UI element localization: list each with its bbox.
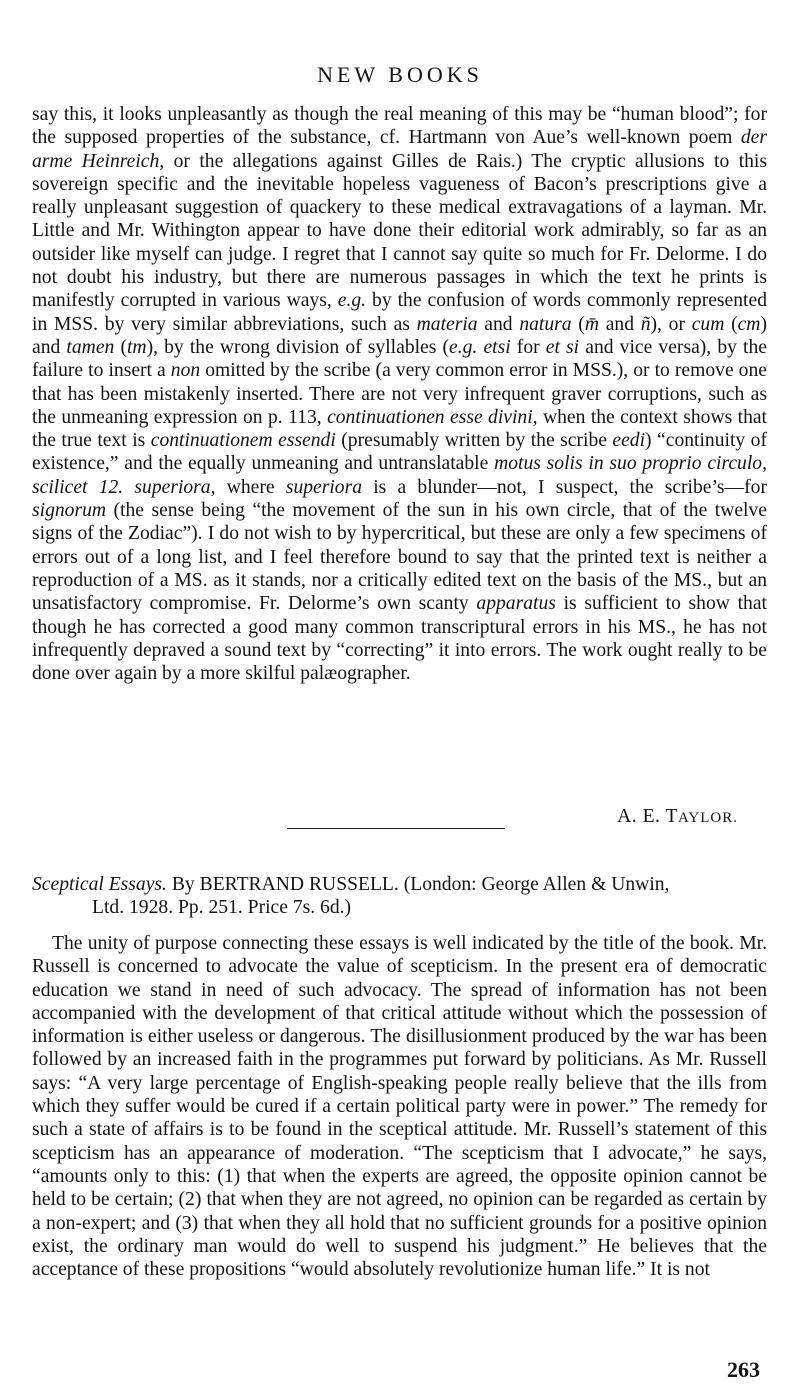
review-continuation-paragraph: say this, it looks unpleasantly as though the real meaning of this may be “human blood”; for the supposed properties of the substance, cf. Hartmann von Aue’s well-known poem der arme Heinreich, or the allegations against Gilles de Rais.) The cryptic allusions to this sovereign specific and the inevitable hopeless vagueness of Bacon’s prescriptions give a really unpleasant suggestion of quackery to these medical extravagations of a layman. Mr. Little and Mr. Withington appear to have done their editorial work admirably, so far as an outsider like myself can judge. I regret that I cannot say quite so much for Fr. Delorme. I do not doubt his industry, but there are numerous passages in which the text he prints is manifestly corrupted in various ways, e.g. by the confusion of words commonly represented in MSS. by very similar abbreviations, such as materia and natura (m̄ and ñ), or cum (cm) and tamen (tm), by the wrong division of syllables (e.g. etsi for et si and vice versa), by the failure to insert a non omitted by the scribe (a very common error in MSS.), or to remove one that has been mistakenly inserted. There are not very infrequent graver corruptions, such as the unmeaning expression on p. 113, continuationen esse divini, when the context shows that the true text is continuationem essendi (presumably written by the scribe eedi) “continuity of existence,” and the equally unmeaning and untranslatable motus solis in suo proprio circulo, scilicet 12. superiora, where superiora is a blunder—not, I suspect, the scribe’s—for signorum (the sense being “the movement of the sun in his own circle, that of the twelve signs of the Zodiac”). I do not wish to by hypercritical, but these are only a few specimens of errors out of a long list, and I feel therefore bound to say that the printed text is neither a reproduction of a MS. as it stands, nor a critically edited text on the basis of the MS., but an unsatisfactory compromise. Fr. Delorme’s own scanty apparatus is sufficient to show that though he has corrected a good many common transcriptural errors in his MS., he has not infrequently depraved a sound text by “correcting” it into errors. The work ought really to be done over again by a more skilful palæographer. bbox=[32, 104, 768, 685]
book-title: Sceptical Essays. bbox=[32, 874, 167, 895]
citation-line-2: Ltd. 1928. Pp. 251. Price 7s. 6d.) bbox=[92, 897, 352, 919]
review-body-paragraph: The unity of purpose connecting these essays is well indicated by the title of the book. Mr. Russell is concerned to advocate the value of scepticism. In the present era of democratic education we stand in need of such advocacy. The spread of information has not been accompanied with the development of that critical attitude without which the possession of information is either useless or dangerous. The disillusionment produced by the war has been followed by an increased faith in the programmes put forward by politicians. As Mr. Russell says: “A very large percentage of English-speaking people really believe that the ills from which they suffer would be cured if a certain political party were in power.” The remedy for such a state of affairs is to be found in the sceptical attitude. Mr. Russell’s statement of this scepticism has an appearance of moderation. “The scepticism that I advocate,” he says, “amounts only to this: (1) that when the experts are agreed, the opposite opinion cannot be held to be certain; (2) that when they are not agreed, no opinion can be regarded as certain by a non-expert; and (3) that when they all hold that no sufficient grounds for a positive opinion exist, the ordinary man would do well to suspend his judgment.” He believes that the acceptance of these propositions “would absolutely revolutionize human life.” It is not bbox=[32, 933, 767, 1281]
section-divider bbox=[287, 828, 505, 829]
citation-line-1: Sceptical Essays. By BERTRAND RUSSELL. (London: George Allen & Unwin, bbox=[32, 874, 670, 895]
book-citation bbox=[32, 873, 767, 920]
running-head: NEW BOOKS bbox=[317, 62, 483, 87]
author-name: BERTRAND RUSSELL bbox=[199, 874, 394, 895]
reviewer-signature: A. E. TAYLOR. bbox=[617, 806, 738, 827]
page-number: 263 bbox=[727, 1357, 760, 1382]
